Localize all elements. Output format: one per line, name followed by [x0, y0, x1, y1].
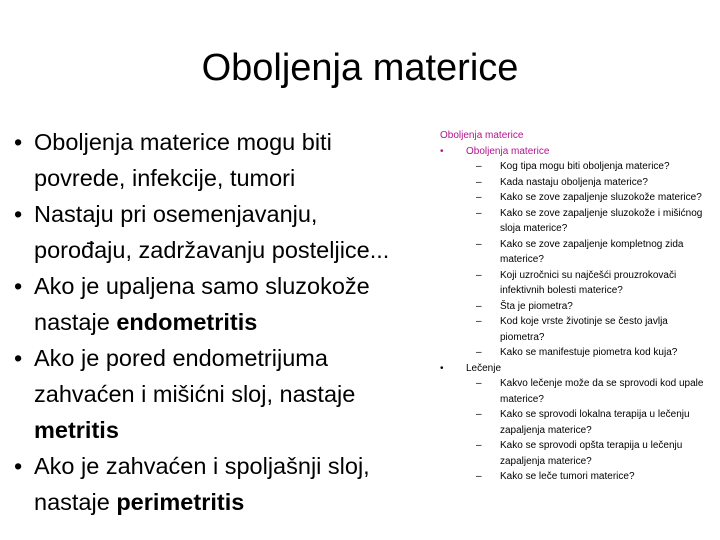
main-bullet-list	[14, 124, 414, 520]
question-item: – Kako se manifestuje piometra kod kuja?	[476, 347, 678, 358]
bullet-item: • Oboljenja materice mogu biti povrede, infekcije, tumori	[14, 129, 332, 191]
slide-title: Oboljenja materice	[201, 47, 519, 89]
question-item: – Kako se sprovodi lokalna terapija u lečenju zapaljenja materice?	[476, 409, 690, 436]
bullet-item: • Ako je pored endometrijuma zahvaćen i mišićni sloj, nastaje metritis	[14, 345, 356, 443]
question-item: – Koji uzročnici su najčešći prouzrokovači infektivnih bolesti materice?	[476, 269, 677, 296]
bullet-item: • Ako je zahvaćen i spoljašnji sloj, nastaje perimetritis	[14, 453, 370, 515]
question-item: – Kako se zove zapaljenje sluzokože i mišićnog sloja materice?	[476, 207, 703, 234]
question-item: – Kada nastaju oboljenja materice?	[476, 176, 648, 188]
outline-section-1: • Oboljenja materice	[440, 145, 550, 157]
question-item: – Kako se zove zapaljenje kompletnog zida materice?	[476, 238, 684, 265]
question-outline	[440, 128, 715, 485]
question-item: – Kog tipa mogu biti oboljenja materice?	[476, 161, 670, 172]
question-item: – Šta je piometra?	[476, 300, 573, 312]
section-1-questions	[440, 159, 715, 361]
question-item: – Kako se zove zapaljenje sluzokože materice?	[476, 192, 702, 203]
section-2-questions	[440, 376, 715, 485]
bullet-item: • Nastaju pri osemenjavanju, porođaju, zadržavanju posteljice...	[14, 201, 390, 263]
question-item: – Kod koje vrste životinje se često javlja piometra?	[476, 316, 668, 343]
question-item: – Kako se sprovodi opšta terapija u lečenju zapaljenja materice?	[476, 440, 683, 467]
bullet-item: • Ako je upaljena samo sluzokože nastaje endometritis	[14, 273, 370, 335]
outline-section-2: • Lečenje	[440, 362, 502, 374]
question-item: – Kakvo lečenje može da se sprovodi kod upale materice?	[476, 378, 704, 405]
question-item: – Kako se leče tumori materice?	[476, 471, 635, 482]
outline-heading: Oboljenja materice	[440, 130, 524, 141]
